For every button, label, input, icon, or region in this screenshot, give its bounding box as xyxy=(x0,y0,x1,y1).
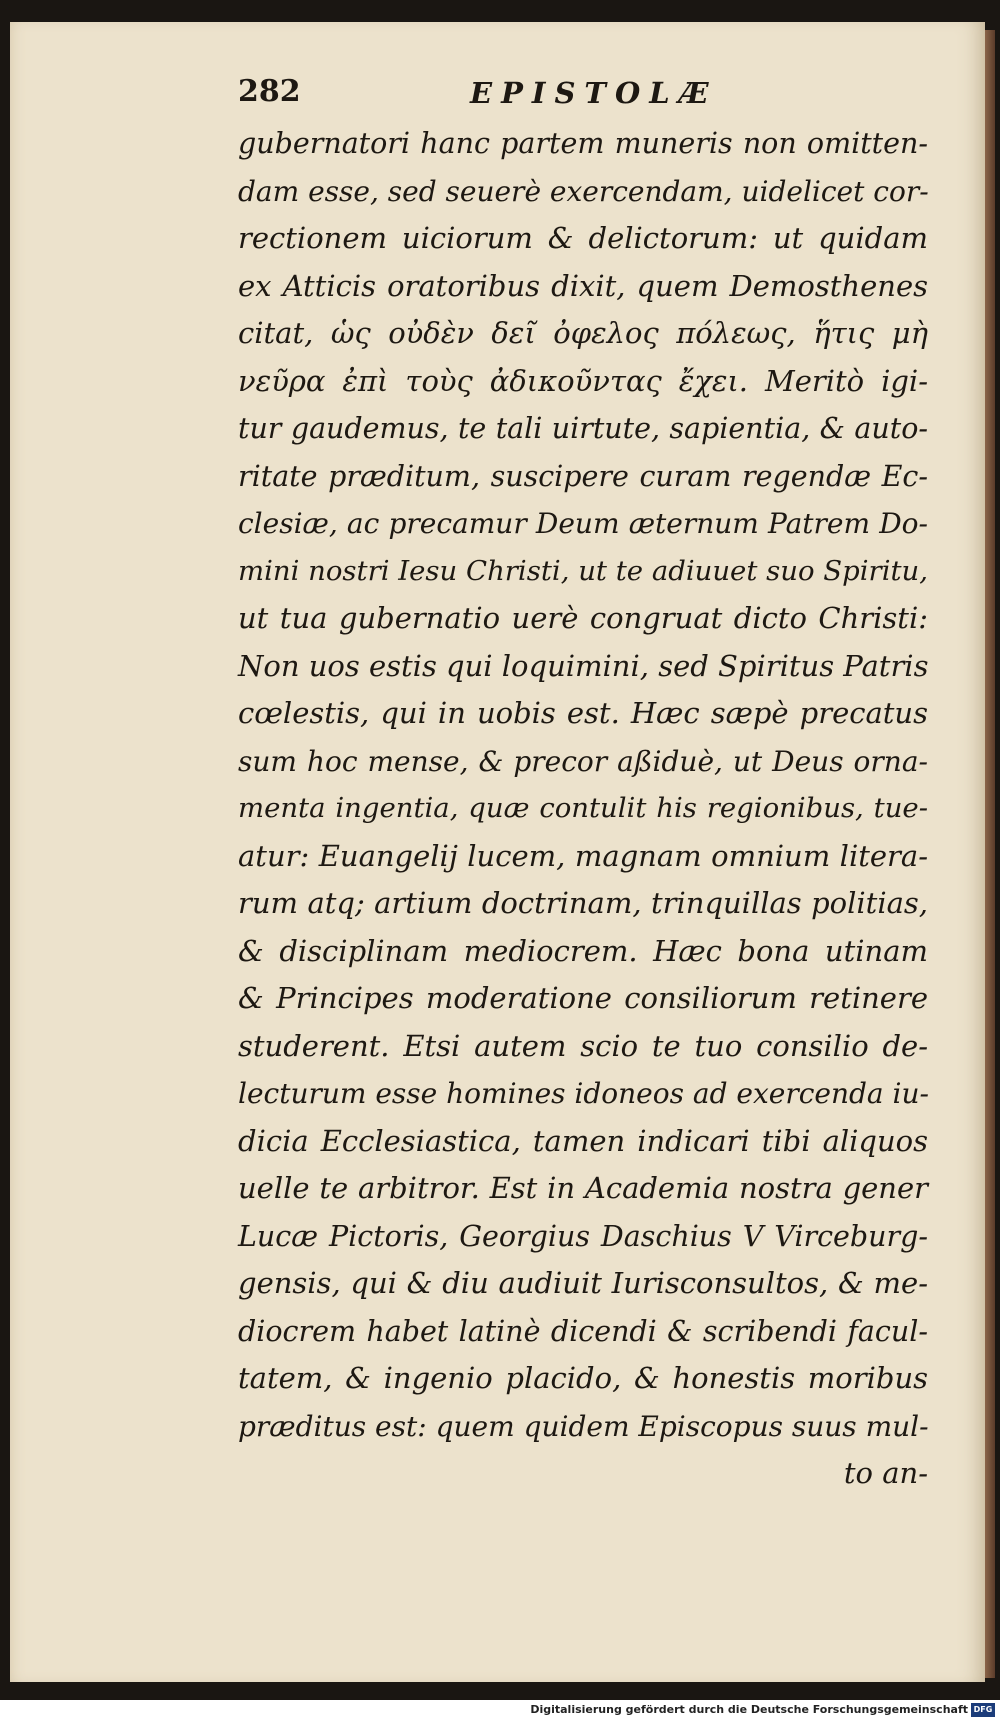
text-line: ex Atticis oratoribus dixit, quem Demosthenes xyxy=(238,268,928,303)
text-line: rum atq; artium doctrinam, trinquillas politias, xyxy=(238,886,928,920)
text-line: sum hoc mense, & precor aßiduè, ut Deus orna- xyxy=(238,744,928,778)
text-line: & Principes moderatione consiliorum retinere xyxy=(238,981,928,1015)
text-line: rectionem uiciorum & delictorum: ut quidam xyxy=(238,221,928,255)
text-line-greek: citat, ὡς οὐδὲν δεῖ ὀφελος πόλεως, ἥτις μὴ xyxy=(238,316,928,350)
dfg-logo-icon: DFG xyxy=(971,1703,995,1717)
text-line: atur: Euangelij lucem, magnam omnium litera- xyxy=(238,838,928,873)
text-line: ut tua gubernatio uerè congruat dicto Christi: xyxy=(238,601,928,635)
text-line: ritate præditum, suscipere curam regendæ Ec- xyxy=(238,459,928,493)
running-head xyxy=(238,74,938,120)
text-line: studerent. Etsi autem scio te tuo consilio de- xyxy=(238,1028,928,1063)
footer-credit: Digitalisierung gefördert durch die Deutsche Forschungsgemeinschaft xyxy=(530,1703,968,1716)
text-line: Lucæ Pictoris, Georgius Daschius V Virceburg- xyxy=(238,1219,928,1253)
text-line: præditus est: quem quidem Episcopus suus mul- xyxy=(238,1409,929,1443)
text-line: uelle te arbitror. Est in Academia nostra gener xyxy=(238,1171,928,1205)
catchword-line: to an- xyxy=(843,1456,928,1490)
text-line: diocrem habet latinè dicendi & scribendi facul- xyxy=(238,1314,928,1348)
text-line: tatem, & ingenio placido, & honestis moribus xyxy=(238,1361,928,1395)
text-line: mini nostri Iesu Christi, ut te adiuuet suo Spiritu, xyxy=(238,554,928,587)
text-line: Non uos estis qui loquimini, sed Spiritus Patris xyxy=(238,648,929,683)
text-line: gensis, qui & diu audiuit Iurisconsultos, & me- xyxy=(238,1266,928,1300)
text-line: dicia Ecclesiastica, tamen indicari tibi aliquos xyxy=(238,1123,928,1158)
text-line-greek: νεῦρα ἐπὶ τοὺς ἀδικοῦντας ἔχει. Meritò igi- xyxy=(238,363,928,398)
text-line: dam esse, sed seuerè exercendam, uidelicet cor- xyxy=(238,174,929,208)
running-title: EPISTOLÆ xyxy=(470,76,718,110)
text-line: cœlestis, qui in uobis est. Hæc sæpè precatus xyxy=(238,696,928,730)
text-line: lecturum esse homines idoneos ad exercenda iu- xyxy=(238,1077,929,1110)
digitization-footer xyxy=(0,1700,1000,1721)
text-line: gubernatori hanc partem muneris non omitten- xyxy=(238,127,928,160)
text-line: menta ingentia, quæ contulit his regionibus, tue- xyxy=(238,792,928,824)
text-line: clesiæ, ac precamur Deum æternum Patrem Do- xyxy=(238,507,928,540)
text-line: & disciplinam mediocrem. Hæc bona utinam xyxy=(238,933,928,968)
page-edge xyxy=(985,30,995,1678)
text-line: tur gaudemus, te tali uirtute, sapientia, & auto- xyxy=(238,412,928,445)
page-number: 282 xyxy=(238,74,301,109)
body-text xyxy=(238,120,928,1498)
